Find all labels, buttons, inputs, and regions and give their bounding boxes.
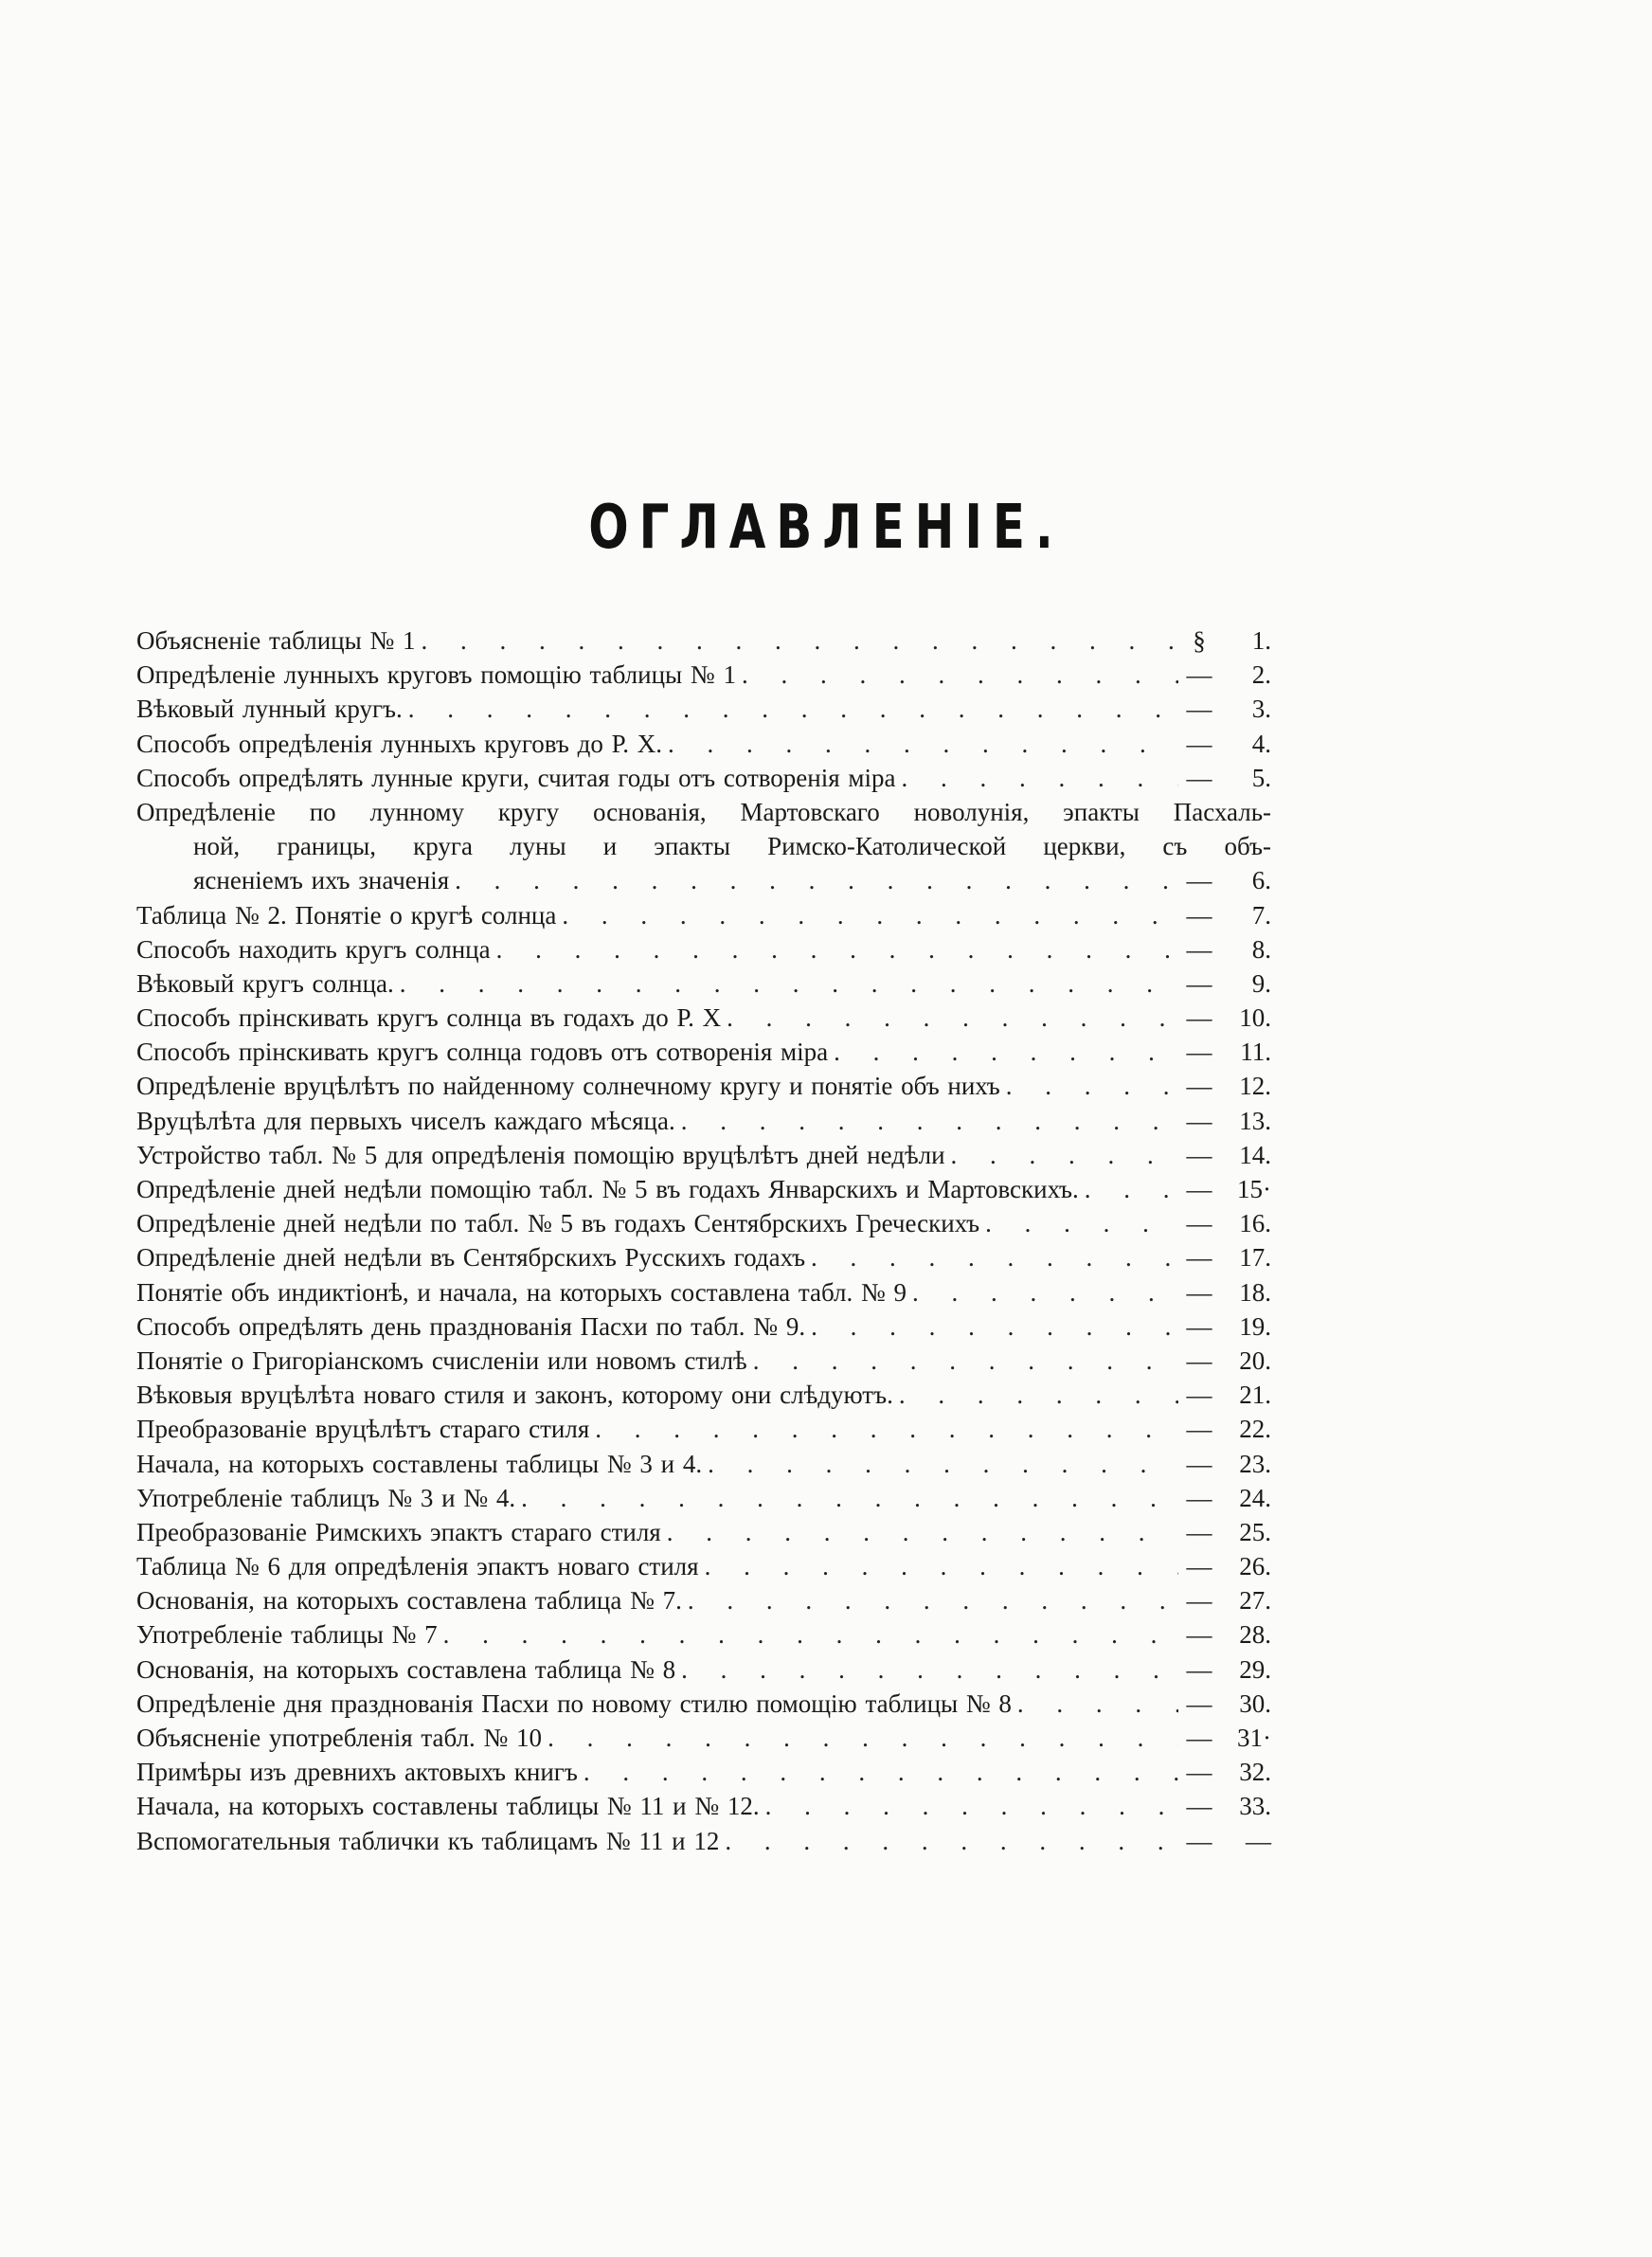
toc-separator: — [1186, 1483, 1212, 1512]
toc-entry [136, 1206, 1271, 1240]
toc-entry [136, 1481, 1271, 1515]
toc-entry-line [136, 1412, 1271, 1446]
toc-entry-title: Таблица № 2. Понятіе о кругѣ солнца [136, 900, 557, 930]
toc-leader-dots [901, 761, 1178, 795]
toc-entry-title: ной, границы, круга луны и эпакты Римско-Католической церкви, съ объ- [193, 832, 1271, 861]
toc-leader-dots [1085, 1172, 1178, 1206]
toc-separator: § [1193, 626, 1206, 655]
toc-entry-title: Опредѣленіе дней недѣли помощію табл. № 5 въ годахъ Январскихъ и Мартовскихъ. [136, 1175, 1079, 1203]
toc-leader-dots [765, 1789, 1178, 1823]
toc-leader-dots [455, 863, 1178, 897]
toc-entry-line [136, 1172, 1271, 1206]
toc-separator: — [1186, 1072, 1212, 1101]
toc-section-number: 1. [1251, 626, 1271, 655]
toc-separator: — [1186, 1688, 1212, 1718]
toc-separator: — [1186, 1552, 1212, 1581]
toc-entry-title: Вруцѣлѣта для первыхъ чиселъ каждаго мѣсяца. [136, 1106, 675, 1135]
toc-separator: — [1186, 660, 1212, 690]
toc-separator: — [1186, 695, 1212, 724]
table-of-contents [136, 623, 1271, 1858]
toc-entry [136, 1447, 1271, 1481]
toc-section-number: 33. [1239, 1792, 1271, 1821]
toc-entry-line [136, 1721, 1271, 1755]
toc-entry-line [136, 966, 1271, 1001]
toc-section-number: 25. [1239, 1517, 1271, 1546]
toc-entry-title: Способъ опредѣлять лунные круги, считая годы отъ сотворенія міра [136, 763, 896, 792]
toc-entry-line [136, 1309, 1271, 1344]
toc-entry-title: Способъ находить кругъ солнца [136, 934, 491, 964]
toc-entry-line [136, 1378, 1271, 1412]
toc-entry-title: Объясненіе употребленія табл. № 10 [136, 1724, 543, 1752]
toc-entry [136, 1515, 1271, 1549]
toc-section-number: 21. [1239, 1381, 1271, 1410]
toc-separator: — [1186, 1620, 1212, 1650]
toc-entry-title: Вспомогательныя таблички къ таблицамъ № 11 и 12 [136, 1826, 720, 1855]
toc-separator: — [1186, 1724, 1212, 1752]
toc-leader-dots [811, 1240, 1178, 1274]
toc-entry-line [136, 1206, 1271, 1240]
toc-section-number: 28. [1239, 1620, 1271, 1650]
toc-separator: — [1186, 1381, 1212, 1410]
toc-entry-title: Основанія, на которыхъ составлена таблица № 8 [136, 1654, 676, 1684]
toc-entry-line [136, 795, 1271, 829]
toc-entry-line [136, 1344, 1271, 1378]
toc-separator: — [1186, 1277, 1212, 1307]
toc-entry [136, 1549, 1271, 1583]
toc-entry-line [136, 1515, 1271, 1549]
toc-entry-title: Понятіе объ индиктіонѣ, и начала, на которыхъ составлена табл. № 9 [136, 1277, 907, 1307]
toc-separator: — [1186, 900, 1212, 930]
toc-entry-line [136, 1035, 1271, 1069]
toc-section-number: 15· [1237, 1175, 1271, 1203]
toc-leader-dots [408, 692, 1178, 726]
toc-entry-line [136, 1240, 1271, 1274]
toc-entry-line [136, 692, 1271, 726]
toc-leader-dots [681, 1104, 1178, 1138]
page-title: ОГЛАВЛЕНІЕ. [588, 493, 1064, 563]
toc-section-number: 30. [1239, 1688, 1271, 1718]
toc-leader-dots [811, 1309, 1178, 1344]
toc-entry [136, 966, 1271, 1001]
toc-entry-line [136, 1275, 1271, 1309]
toc-entry [136, 1721, 1271, 1755]
toc-leader-dots [899, 1378, 1178, 1412]
toc-leader-dots [422, 623, 1179, 658]
toc-leader-dots [951, 1138, 1178, 1172]
toc-section-number: 4. [1251, 729, 1271, 758]
toc-entry [136, 898, 1271, 932]
toc-entry [136, 795, 1271, 898]
toc-section-number: 3. [1251, 695, 1271, 724]
toc-entry-title: Способъ опредѣленія лунныхъ круговъ до Р. Х. [136, 729, 662, 758]
toc-section-number: 27. [1239, 1586, 1271, 1616]
toc-entry-title: Способъ прінскивать кругъ солнца въ годахъ до Р. Х [136, 1003, 722, 1033]
toc-entry-title: Опредѣленіе вруцѣлѣтъ по найденному солнечному кругу и понятіе объ нихъ [136, 1072, 1000, 1101]
toc-entry-title: Начала, на которыхъ составлены таблицы № 3 и 4. [136, 1449, 703, 1478]
toc-entry-line [136, 863, 1271, 897]
toc-entry-title: Устройство табл. № 5 для опредѣленія помощію вруцѣлѣтъ дней недѣли [136, 1140, 945, 1169]
toc-leader-dots [753, 1344, 1178, 1378]
toc-entry-title: Опредѣленіе лунныхъ круговъ помощію таблицы № 1 [136, 660, 736, 690]
toc-entry [136, 1138, 1271, 1172]
toc-leader-dots [400, 966, 1178, 1001]
toc-entry-title: Преобразованіе Римскихъ эпактъ стараго стиля [136, 1517, 661, 1546]
toc-section-number: 13. [1239, 1106, 1271, 1135]
toc-entry-title: Основанія, на которыхъ составлена таблица № 7. [136, 1586, 682, 1616]
toc-entry-line [136, 1789, 1271, 1823]
toc-separator: — [1186, 1517, 1212, 1546]
toc-entry-title: Вѣковыя вруцѣлѣта новаго стиля и законъ, которому они слѣдуютъ. [136, 1381, 893, 1410]
toc-separator: — [1186, 1175, 1212, 1203]
toc-separator: — [1186, 1243, 1212, 1273]
toc-section-number: 29. [1239, 1654, 1271, 1684]
toc-leader-dots [688, 1583, 1178, 1617]
toc-leader-dots [668, 727, 1178, 761]
toc-entry-line [136, 623, 1271, 658]
toc-separator: — [1186, 1038, 1212, 1067]
toc-entry-title: Примѣры изъ древнихъ актовыхъ книгъ [136, 1758, 578, 1787]
toc-section-number: 12. [1239, 1072, 1271, 1101]
toc-separator: — [1186, 1311, 1212, 1341]
toc-entry [136, 1172, 1271, 1206]
toc-leader-dots [725, 1824, 1178, 1858]
toc-entry [136, 623, 1271, 658]
toc-separator: — [1186, 1415, 1212, 1444]
toc-section-number: 11. [1240, 1038, 1271, 1067]
toc-entry-line [136, 898, 1271, 932]
toc-entry-line [136, 727, 1271, 761]
toc-entry [136, 1309, 1271, 1344]
toc-entry [136, 1378, 1271, 1412]
toc-entry-line [136, 1447, 1271, 1481]
toc-separator: — [1186, 1449, 1212, 1478]
toc-entry-title: Вѣковый лунный кругъ. [136, 695, 403, 724]
toc-separator: — [1186, 866, 1212, 895]
toc-entry-line [136, 658, 1271, 692]
toc-entry [136, 761, 1271, 795]
toc-section-number: 17. [1239, 1243, 1271, 1273]
toc-leader-dots [727, 1001, 1178, 1035]
toc-section-number: 16. [1239, 1209, 1271, 1238]
toc-separator: — [1186, 1758, 1212, 1787]
toc-separator: — [1186, 934, 1212, 964]
toc-separator: — [1186, 1140, 1212, 1169]
toc-section-number: 7. [1251, 900, 1271, 930]
toc-entry-title: Начала, на которыхъ составлены таблицы № 11 и № 12. [136, 1792, 760, 1821]
toc-entry [136, 1344, 1271, 1378]
toc-entry-title: Способъ опредѣлять день празднованія Пасхи по табл. № 9. [136, 1311, 806, 1341]
toc-separator: — [1186, 1209, 1212, 1238]
toc-entry-line [136, 1687, 1271, 1721]
toc-entry [136, 1240, 1271, 1274]
toc-leader-dots [834, 1035, 1178, 1069]
toc-separator: — [1186, 1654, 1212, 1684]
toc-entry [136, 1035, 1271, 1069]
toc-entry [136, 1104, 1271, 1138]
toc-entry-title: Опредѣленіе по лунному кругу основанія, Мартовскаго новолунія, эпакты Пасхаль- [136, 797, 1271, 826]
toc-entry-line [136, 1104, 1271, 1138]
toc-entry [136, 1617, 1271, 1652]
toc-separator: — [1186, 1003, 1212, 1033]
toc-section-number: 19. [1239, 1311, 1271, 1341]
toc-entry-line [136, 761, 1271, 795]
toc-separator: — [1186, 1826, 1212, 1855]
toc-section-number: 23. [1239, 1449, 1271, 1478]
toc-section-number: 2. [1251, 660, 1271, 690]
toc-entry [136, 932, 1271, 966]
toc-separator: — [1186, 1345, 1212, 1375]
toc-section-number: 18. [1239, 1277, 1271, 1307]
toc-separator: — [1186, 763, 1212, 792]
toc-entry [136, 1412, 1271, 1446]
toc-separator: — [1186, 729, 1212, 758]
toc-entry [136, 727, 1271, 761]
toc-entry-line [136, 1549, 1271, 1583]
toc-leader-dots [681, 1652, 1178, 1687]
toc-leader-dots [548, 1721, 1178, 1755]
toc-separator: — [1186, 1106, 1212, 1135]
toc-entry-line [136, 1069, 1271, 1103]
toc-leader-dots [443, 1617, 1178, 1652]
toc-section-number: 31· [1237, 1724, 1271, 1752]
toc-entry-title: Употребленіе таблицъ № 3 и № 4. [136, 1483, 516, 1512]
toc-entry-line [136, 829, 1271, 863]
toc-entry [136, 1824, 1271, 1858]
toc-entry [136, 1755, 1271, 1789]
toc-section-number: 32. [1239, 1758, 1271, 1787]
toc-entry-line [136, 1652, 1271, 1687]
toc-section-number: 9. [1251, 968, 1271, 998]
toc-leader-dots [912, 1275, 1178, 1309]
toc-entry-title: Способъ прінскивать кругъ солнца годовъ отъ сотворенія міра [136, 1038, 829, 1067]
toc-separator: — [1186, 1792, 1212, 1821]
toc-section-number: 10. [1239, 1003, 1271, 1033]
toc-section-number: 26. [1239, 1552, 1271, 1581]
toc-separator: — [1186, 1586, 1212, 1616]
toc-section-number: 20. [1239, 1345, 1271, 1375]
toc-entry-line [136, 1824, 1271, 1858]
toc-entry [136, 1275, 1271, 1309]
toc-entry-title: Таблица № 6 для опредѣленія эпактъ новаго стиля [136, 1552, 699, 1581]
toc-section-number: 24. [1239, 1483, 1271, 1512]
toc-leader-dots [1006, 1069, 1178, 1103]
toc-entry [136, 1789, 1271, 1823]
toc-entry-title: Понятіе о Григоріанскомъ счисленіи или новомъ стилѣ [136, 1345, 747, 1375]
toc-leader-dots [496, 932, 1178, 966]
toc-leader-dots [667, 1515, 1178, 1549]
toc-entry-title: ясненіемъ ихъ значенія [193, 866, 450, 895]
toc-entry-line [136, 1755, 1271, 1789]
toc-leader-dots [742, 658, 1178, 692]
toc-entry-line [136, 932, 1271, 966]
toc-leader-dots [584, 1755, 1178, 1789]
toc-leader-dots [1017, 1687, 1178, 1721]
toc-entry [136, 1687, 1271, 1721]
toc-entry [136, 1583, 1271, 1617]
toc-entry-line [136, 1481, 1271, 1515]
toc-section-number: 5. [1251, 763, 1271, 792]
toc-leader-dots [562, 898, 1178, 932]
toc-leader-dots [595, 1412, 1178, 1446]
toc-entry-line [136, 1583, 1271, 1617]
toc-entry-line [136, 1138, 1271, 1172]
toc-entry-line [136, 1001, 1271, 1035]
toc-section-number: 8. [1251, 934, 1271, 964]
toc-section-number: 6. [1251, 866, 1271, 895]
toc-entry [136, 1069, 1271, 1103]
toc-leader-dots [708, 1447, 1178, 1481]
toc-entry-title: Объясненіе таблицы № 1 [136, 626, 416, 655]
toc-entry-title: Опредѣленіе дней недѣли въ Сентябрскихъ Русскихъ годахъ [136, 1243, 806, 1273]
toc-entry [136, 658, 1271, 692]
toc-section-number: 22. [1239, 1415, 1271, 1444]
toc-entry [136, 1001, 1271, 1035]
toc-entry-line [136, 1617, 1271, 1652]
toc-section-number: — [1246, 1826, 1271, 1855]
toc-entry-title: Преобразованіе вруцѣлѣтъ стараго стиля [136, 1415, 590, 1444]
toc-leader-dots [985, 1206, 1178, 1240]
toc-entry-title: Вѣковый кругъ солнца. [136, 968, 394, 998]
toc-entry-title: Употребленіе таблицы № 7 [136, 1620, 438, 1650]
toc-leader-dots [521, 1481, 1178, 1515]
toc-separator: — [1186, 968, 1212, 998]
toc-leader-dots [705, 1549, 1178, 1583]
toc-entry [136, 692, 1271, 726]
toc-entry [136, 1652, 1271, 1687]
toc-section-number: 14. [1239, 1140, 1271, 1169]
toc-entry-title: Опредѣленіе дней недѣли по табл. № 5 въ годахъ Сентябрскихъ Греческихъ [136, 1209, 980, 1238]
toc-entry-title: Опредѣленіе дня празднованія Пасхи по новому стилю помощію таблицы № 8 [136, 1688, 1012, 1718]
